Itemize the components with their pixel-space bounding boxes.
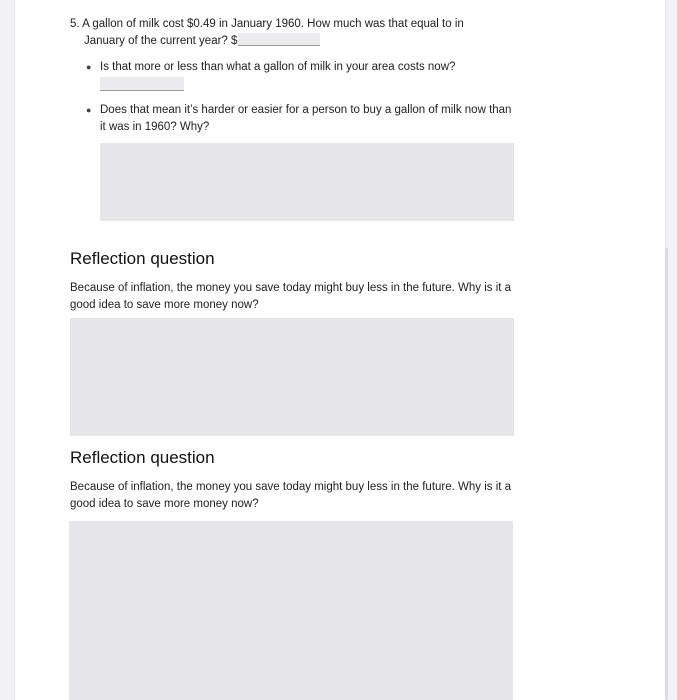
scrollbar[interactable] <box>665 248 668 700</box>
question-5-line-2 <box>70 33 510 50</box>
reflection-prompt-1: Because of inflation, the money you save today might buy less in the future. Why is it a good idea to save more money now? <box>70 282 512 311</box>
bullet-item-2-text: Does that mean it’s harder or easier for a person to buy a gallon of milk now than it was in 1960? Why? <box>100 104 512 133</box>
question-5 <box>70 16 510 50</box>
reflection-prompt-2: Because of inflation, the money you save today might buy less in the future. Why is it a good idea to save more money now? <box>70 481 512 510</box>
bullet-dot-icon: ● <box>86 62 92 72</box>
bullet-item-2 <box>86 102 515 136</box>
question-5-line-2-text: January of the current year? $ <box>84 35 238 47</box>
reflection-heading-1: Reflection question <box>70 249 215 268</box>
bullet-item-1 <box>86 59 520 76</box>
current-price-input[interactable] <box>238 33 320 46</box>
reflection-answer-box-2[interactable] <box>69 521 513 700</box>
more-or-less-input[interactable] <box>100 77 184 91</box>
answer-box-harder-easier[interactable] <box>100 143 514 221</box>
reflection-answer-box-1[interactable] <box>70 318 514 436</box>
bullet-dot-icon: ● <box>86 105 92 115</box>
question-5-line-1: 5. A gallon of milk cost $0.49 in January 1960. How much was that equal to in <box>70 18 464 30</box>
bullet-item-1-text: Is that more or less than what a gallon of milk in your area costs now? <box>100 61 456 73</box>
reflection-heading-2: Reflection question <box>70 448 215 467</box>
